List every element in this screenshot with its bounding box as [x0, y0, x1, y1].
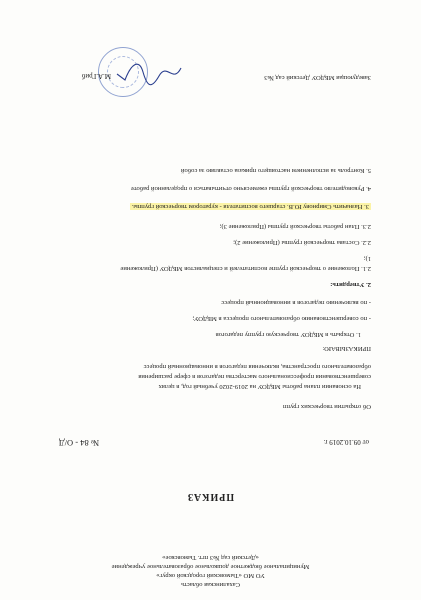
- header-region: Сахалинская область: [180, 581, 241, 588]
- item-2-2: 2.2. Состава творческой группы (Приложение 2);: [233, 239, 371, 246]
- item-1a: - по совершенствованию образовательного процесса в МБДОУ;: [192, 315, 371, 322]
- order-word: ПРИКАЗЫВАЮ:: [322, 345, 371, 352]
- header-department: УО МО «Тымовский городской округ»: [156, 572, 265, 579]
- item-3: [130, 202, 371, 210]
- signature-name: М.А.Гриб: [81, 72, 111, 80]
- item-1: 1. Открыть в МБДОУ творческую группу педагогов: [215, 331, 361, 338]
- document-date: от 09.10.2019 г.: [323, 438, 369, 446]
- preamble-line-3: образовательного пространства, включения педагогов в инновационный процесс: [143, 363, 371, 370]
- header-kindergarten: «Детский сад №3 пгт. Тымовское»: [162, 554, 259, 561]
- preamble-line-2: совершенствования профессионального мастерства педагогов в сфере расширения: [138, 373, 371, 380]
- item-4: 4. Руководителю творческой группы ежемесячно отчитываться о проделанной работе: [130, 185, 371, 192]
- item-5: 5. Контроль за исполнением настоящего приказа оставляю за собой: [180, 167, 371, 174]
- header-institution: Муниципальное бюджетное дошкольное образовательное учреждение: [111, 563, 310, 570]
- signature-position: Заведующая МБДОУ Детский сад №3: [264, 74, 371, 81]
- preamble-line-1: На основании плана работы МБДОУ на 2019-2020 учебный год, в целях: [158, 383, 361, 390]
- item-2-1a: 2.1. Положение о творческой группе воспитателей и специалистов МБДОУ (Приложение: [120, 265, 371, 272]
- document-subject: Об открытии творческих групп: [282, 403, 371, 410]
- document-title: ПРИКАЗ: [186, 491, 235, 502]
- item-2-1b: 1);: [363, 255, 371, 262]
- item-2: 2. Утвердить:: [330, 281, 371, 288]
- item-2-3: 2.3. План работы творческой группы (Приложение 3);: [219, 223, 371, 230]
- item-1b: - по включению педагогов в инновационный процесс: [221, 299, 371, 306]
- document-number: № 84 - О/Д: [58, 438, 99, 448]
- item-3-highlight: 3. Назначить Смирнову Ю.В. старшего воспитателя - куратором творческой группы.: [131, 203, 369, 210]
- handwritten-signature: [113, 58, 183, 90]
